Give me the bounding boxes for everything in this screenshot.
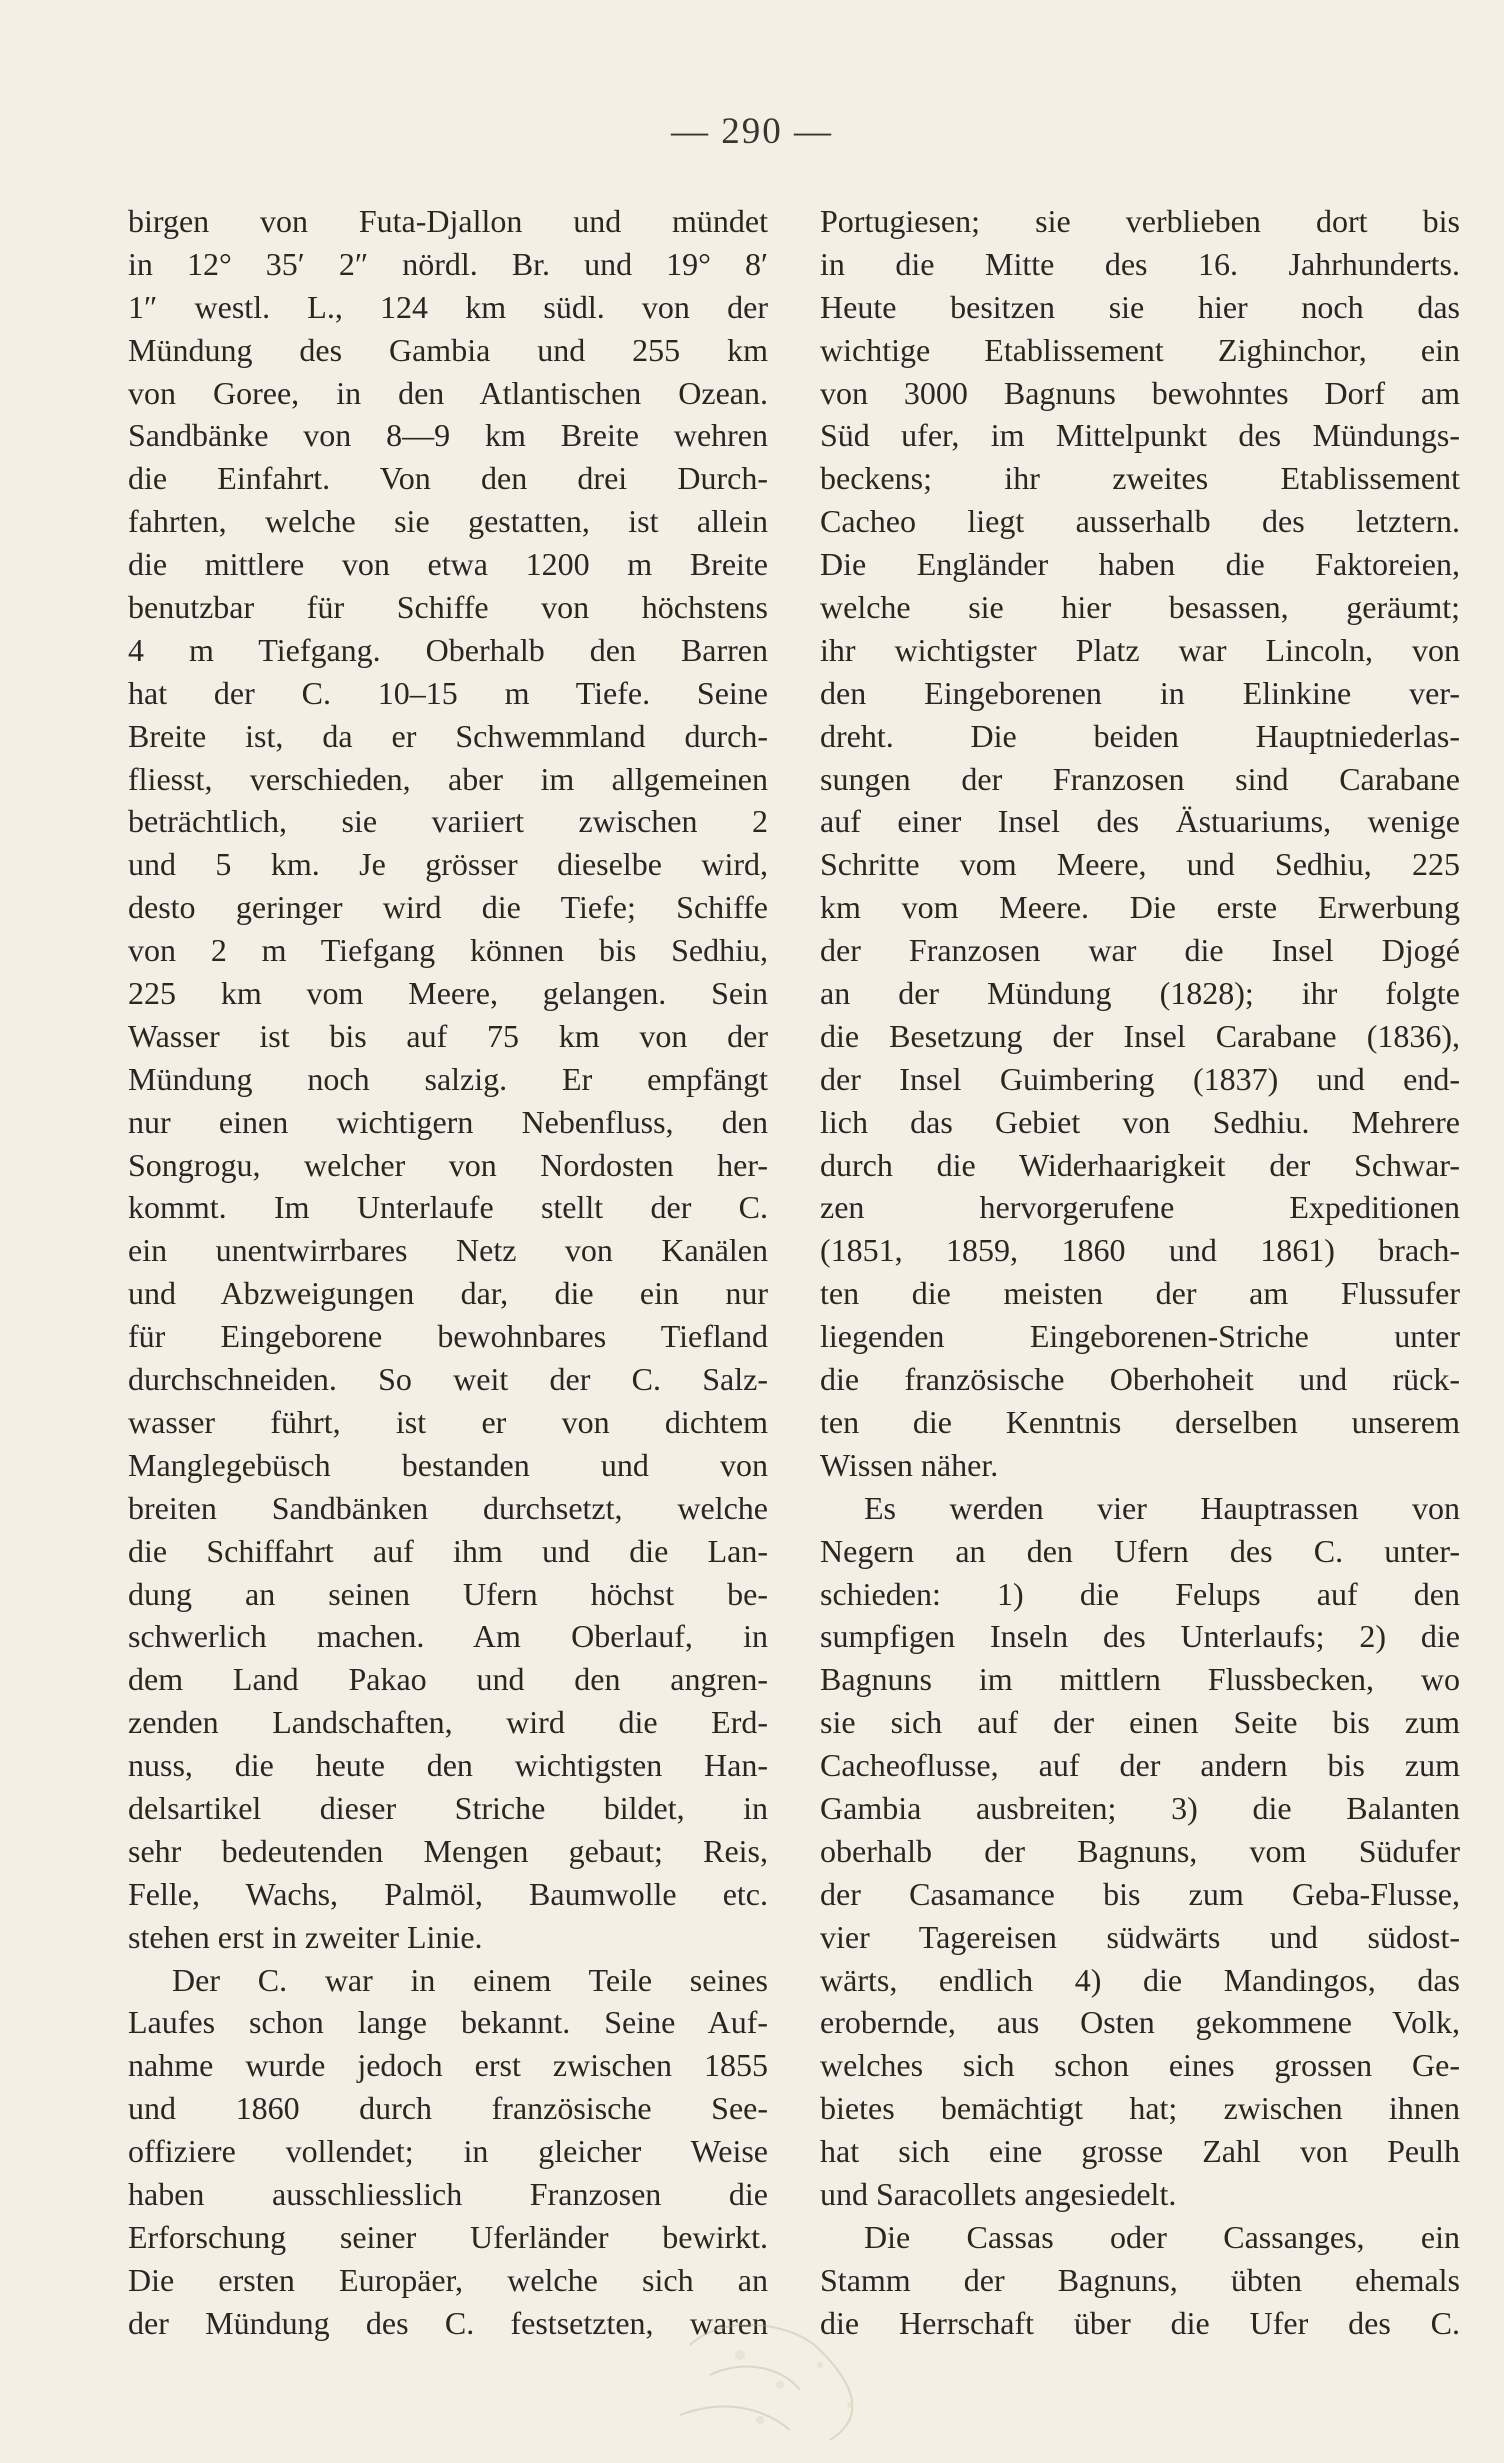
text-line: welche sie hier besassen, geräumt; — [820, 589, 1460, 626]
text-line: vier Tagereisen südwärts und südost- — [820, 1918, 1460, 1955]
text-line: Erforschung seiner Uferländer bewirkt. — [128, 2218, 768, 2255]
text-line: desto geringer wird die Tiefe; Schiffe — [128, 889, 768, 926]
text-line: zenden Landschaften, wird die Erd- — [128, 1704, 768, 1741]
text-line: in 12° 35′ 2″ nördl. Br. und 19° 8′ — [128, 245, 768, 282]
text-line: (1851, 1859, 1860 und 1861) brach- — [820, 1232, 1460, 1269]
text-line: in die Mitte des 16. Jahrhunderts. — [820, 245, 1460, 282]
text-line: nahme wurde jedoch erst zwischen 1855 — [128, 2047, 768, 2084]
text-line: Süd ufer, im Mittelpunkt des Mündungs- — [820, 417, 1460, 454]
text-line: Negern an den Ufern des C. unter- — [820, 1532, 1460, 1569]
text-line: nuss, die heute den wichtigsten Han- — [128, 1747, 768, 1784]
text-line: durch die Widerhaarigkeit der Schwar- — [820, 1146, 1460, 1183]
text-line: Songrogu, welcher von Nordosten her- — [128, 1146, 768, 1183]
text-line: Wissen näher. — [820, 1446, 999, 1483]
text-line: die Besetzung der Insel Carabane (1836), — [820, 1017, 1460, 1054]
text-line: sehr bedeutenden Mengen gebaut; Reis, — [128, 1832, 768, 1869]
text-line: Laufes schon lange bekannt. Seine Auf- — [128, 2004, 768, 2041]
text-line: liegenden Eingeborenen-Striche unter — [820, 1318, 1460, 1355]
text-line: Mündung noch salzig. Er empfängt — [128, 1060, 768, 1097]
text-line: für Eingeborene bewohnbares Tiefland — [128, 1318, 768, 1355]
text-line: die Herrschaft über die Ufer des C. — [820, 2304, 1460, 2341]
text-line: hat der C. 10–15 m Tiefe. Seine — [128, 674, 768, 711]
text-line: ten die meisten der am Flussufer — [820, 1275, 1460, 1312]
text-line: benutzbar für Schiffe von höchstens — [128, 589, 768, 626]
text-line: Die ersten Europäer, welche sich an — [128, 2261, 768, 2298]
text-line: Es werden vier Hauptrassen von — [864, 1489, 1460, 1526]
text-line: der Franzosen war die Insel Djogé — [820, 932, 1460, 969]
text-line: wärts, endlich 4) die Mandingos, das — [820, 1961, 1460, 1998]
page-number: — 290 — — [671, 111, 833, 152]
text-line: Schritte vom Meere, und Sedhiu, 225 — [820, 846, 1460, 883]
text-line: die französische Oberhoheit und rück- — [820, 1361, 1460, 1398]
text-line: ten die Kenntnis derselben unserem — [820, 1403, 1460, 1440]
text-line: Bagnuns im mittlern Flussbecken, wo — [820, 1661, 1460, 1698]
text-line: stehen erst in zweiter Linie. — [128, 1918, 483, 1955]
text-line: zen hervorgerufene Expeditionen — [820, 1189, 1460, 1226]
text-line: Cacheoflusse, auf der andern bis zum — [820, 1747, 1460, 1784]
text-line: Breite ist, da er Schwemmland durch- — [128, 717, 768, 754]
text-line: Sandbänke von 8—9 km Breite wehren — [128, 417, 768, 454]
text-line: wasser führt, ist er von dichtem — [128, 1403, 768, 1440]
text-line: dem Land Pakao und den angren- — [128, 1661, 768, 1698]
text-line: bietes bemächtigt hat; zwischen ihnen — [820, 2090, 1460, 2127]
text-line: erobernde, aus Osten gekommene Volk, — [820, 2004, 1460, 2041]
text-line: durchschneiden. So weit der C. Salz- — [128, 1361, 768, 1398]
text-line: Die Engländer haben die Faktoreien, — [820, 546, 1460, 583]
text-line: km vom Meere. Die erste Erwerbung — [820, 889, 1460, 926]
text-line: Gambia ausbreiten; 3) die Balanten — [820, 1789, 1460, 1826]
text-line: ihr wichtigster Platz war Lincoln, von — [820, 631, 1460, 668]
text-line: 225 km vom Meere, gelangen. Sein — [128, 975, 768, 1012]
text-line: dreht. Die beiden Hauptniederlas- — [820, 717, 1460, 754]
text-line: Die Cassas oder Cassanges, ein — [864, 2218, 1460, 2255]
text-line: Cacheo liegt ausserhalb des letztern. — [820, 503, 1460, 540]
text-line: sie sich auf der einen Seite bis zum — [820, 1704, 1460, 1741]
text-line: der Mündung des C. festsetzten, waren — [128, 2304, 768, 2341]
text-line: haben ausschliesslich Franzosen die — [128, 2175, 768, 2212]
text-line: delsartikel dieser Striche bildet, in — [128, 1789, 768, 1826]
text-line: Portugiesen; sie verblieben dort bis — [820, 203, 1460, 239]
text-line: Stamm der Bagnuns, übten ehemals — [820, 2261, 1460, 2298]
text-line: Manglegebüsch bestanden und von — [128, 1446, 768, 1483]
text-line: Heute besitzen sie hier noch das — [820, 288, 1460, 325]
text-line: die Schiffahrt auf ihm und die Lan- — [128, 1532, 768, 1569]
text-line: sungen der Franzosen sind Carabane — [820, 760, 1460, 797]
text-line: Wasser ist bis auf 75 km von der — [128, 1017, 768, 1054]
text-line: beckens; ihr zweites Etablissement — [820, 460, 1460, 497]
text-line: die Einfahrt. Von den drei Durch- — [128, 460, 768, 497]
text-line: kommt. Im Unterlaufe stellt der C. — [128, 1189, 768, 1226]
text-line: der Insel Guimbering (1837) und end- — [820, 1060, 1460, 1097]
text-line: sumpfigen Inseln des Unterlaufs; 2) die — [820, 1618, 1460, 1655]
text-line: 4 m Tiefgang. Oberhalb den Barren — [128, 631, 768, 668]
text-line: von 2 m Tiefgang können bis Sedhiu, — [128, 932, 768, 969]
text-line: 1″ westl. L., 124 km südl. von der — [128, 288, 768, 325]
text-line: Felle, Wachs, Palmöl, Baumwolle etc. — [128, 1875, 768, 1912]
text-line: den Eingeborenen in Elinkine ver- — [820, 674, 1460, 711]
text-line: auf einer Insel des Ästuariums, wenige — [820, 803, 1460, 840]
text-line: nur einen wichtigern Nebenfluss, den — [128, 1103, 768, 1140]
text-line: schieden: 1) die Felups auf den — [820, 1575, 1460, 1612]
text-line: hat sich eine grosse Zahl von Peulh — [820, 2133, 1460, 2170]
text-line: und Saracollets angesiedelt. — [820, 2175, 1177, 2212]
text-line: breiten Sandbänken durchsetzt, welche — [128, 1489, 768, 1526]
text-line: welches sich schon eines grossen Ge- — [820, 2047, 1460, 2084]
text-line: von 3000 Bagnuns bewohntes Dorf am — [820, 374, 1460, 411]
text-line: fliesst, verschieden, aber im allgemeinen — [128, 760, 768, 797]
text-line: die mittlere von etwa 1200 m Breite — [128, 546, 768, 583]
text-line: Mündung des Gambia und 255 km — [128, 331, 768, 368]
text-line: offiziere vollendet; in gleicher Weise — [128, 2133, 768, 2170]
text-line: und Abzweigungen dar, die ein nur — [128, 1275, 768, 1312]
text-line: birgen von Futa-Djallon und mündet — [128, 203, 768, 239]
text-line: ein unentwirrbares Netz von Kanälen — [128, 1232, 768, 1269]
text-line: an der Mündung (1828); ihr folgte — [820, 975, 1460, 1012]
text-line: der Casamance bis zum Geba-Flusse, — [820, 1875, 1460, 1912]
left-text-column — [128, 200, 768, 2345]
text-line: dung an seinen Ufern höchst be- — [128, 1575, 768, 1612]
text-line: und 5 km. Je grösser dieselbe wird, — [128, 846, 768, 883]
right-text-column — [820, 200, 1460, 2345]
library-stamp-smudge — [650, 2305, 920, 2455]
text-line: lich das Gebiet von Sedhiu. Mehrere — [820, 1103, 1460, 1140]
text-line: schwerlich machen. Am Oberlauf, in — [128, 1618, 768, 1655]
text-line: wichtige Etablissement Zighinchor, ein — [820, 331, 1460, 368]
text-line: oberhalb der Bagnuns, vom Südufer — [820, 1832, 1460, 1869]
text-line: und 1860 durch französische See- — [128, 2090, 768, 2127]
text-line: fahrten, welche sie gestatten, ist allein — [128, 503, 768, 540]
text-line: von Goree, in den Atlantischen Ozean. — [128, 374, 768, 411]
text-line: Der C. war in einem Teile seines — [172, 1961, 768, 1998]
text-line: beträchtlich, sie variiert zwischen 2 — [128, 803, 768, 840]
